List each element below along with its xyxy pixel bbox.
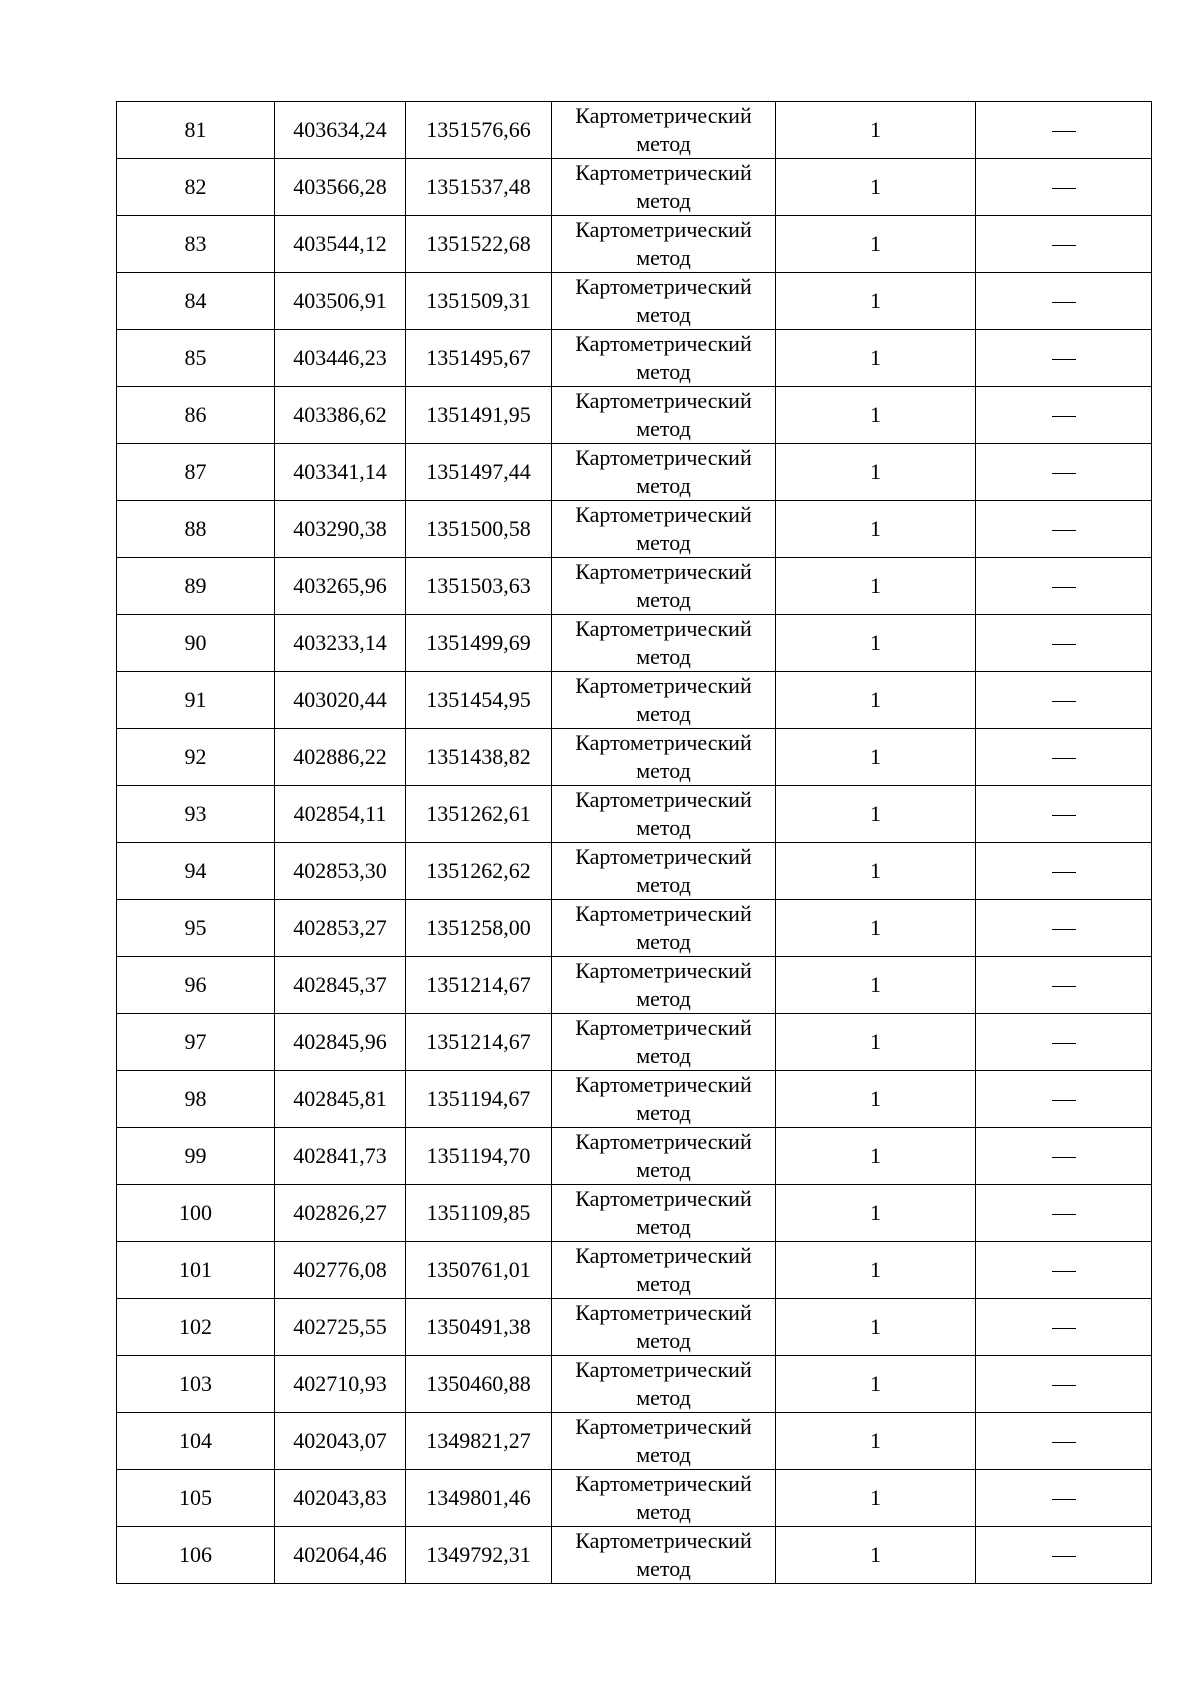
- method-label-line2: метод: [636, 758, 691, 783]
- y-coordinate-cell: 1351194,70: [406, 1128, 552, 1185]
- accuracy-cell: 1: [776, 1071, 976, 1128]
- point-number-cell: 81: [117, 102, 275, 159]
- method-label-line2: метод: [636, 1328, 691, 1353]
- method-label-line2: метод: [636, 1214, 691, 1239]
- method-cell: [552, 1071, 776, 1128]
- accuracy-cell: 1: [776, 273, 976, 330]
- method-cell: [552, 1242, 776, 1299]
- x-coordinate-cell: 403446,23: [275, 330, 406, 387]
- dash-mark: [1052, 359, 1076, 360]
- method-label-line2: метод: [636, 1556, 691, 1581]
- table-row: [117, 501, 1152, 558]
- method-label-line2: метод: [636, 815, 691, 840]
- point-number-cell: 94: [117, 843, 275, 900]
- x-coordinate-cell: 402845,96: [275, 1014, 406, 1071]
- point-number-cell: 82: [117, 159, 275, 216]
- method-label-line1: Картометрический: [575, 559, 752, 584]
- note-cell: [976, 558, 1152, 615]
- point-number-cell: 95: [117, 900, 275, 957]
- point-number-cell: 103: [117, 1356, 275, 1413]
- table-row: [117, 159, 1152, 216]
- table-row: [117, 1470, 1152, 1527]
- method-label-line2: метод: [636, 473, 691, 498]
- y-coordinate-cell: 1351109,85: [406, 1185, 552, 1242]
- accuracy-cell: 1: [776, 1527, 976, 1584]
- method-cell: [552, 672, 776, 729]
- note-cell: [976, 843, 1152, 900]
- method-label-line1: Картометрический: [575, 1300, 752, 1325]
- dash-mark: [1052, 245, 1076, 246]
- method-cell: [552, 387, 776, 444]
- dash-mark: [1052, 473, 1076, 474]
- y-coordinate-cell: 1351495,67: [406, 330, 552, 387]
- note-cell: [976, 729, 1152, 786]
- method-label-line2: метод: [636, 359, 691, 384]
- x-coordinate-cell: 403290,38: [275, 501, 406, 558]
- point-number-cell: 99: [117, 1128, 275, 1185]
- x-coordinate-cell: 402841,73: [275, 1128, 406, 1185]
- method-cell: [552, 159, 776, 216]
- method-label-line1: Картометрический: [575, 901, 752, 926]
- point-number-cell: 90: [117, 615, 275, 672]
- accuracy-cell: 1: [776, 843, 976, 900]
- table-row: [117, 1128, 1152, 1185]
- table-row: [117, 615, 1152, 672]
- table-row: [117, 1356, 1152, 1413]
- note-cell: [976, 1014, 1152, 1071]
- method-cell: [552, 558, 776, 615]
- x-coordinate-cell: 403506,91: [275, 273, 406, 330]
- note-cell: [976, 957, 1152, 1014]
- method-cell: [552, 444, 776, 501]
- method-cell: [552, 957, 776, 1014]
- method-label-line1: Картометрический: [575, 445, 752, 470]
- point-number-cell: 87: [117, 444, 275, 501]
- dash-mark: [1052, 416, 1076, 417]
- x-coordinate-cell: 402043,07: [275, 1413, 406, 1470]
- dash-mark: [1052, 701, 1076, 702]
- y-coordinate-cell: 1351258,00: [406, 900, 552, 957]
- method-label-line2: метод: [636, 1385, 691, 1410]
- method-label-line2: метод: [636, 1442, 691, 1467]
- table-row: [117, 102, 1152, 159]
- method-cell: [552, 102, 776, 159]
- accuracy-cell: 1: [776, 1413, 976, 1470]
- accuracy-cell: 1: [776, 1242, 976, 1299]
- x-coordinate-cell: 403233,14: [275, 615, 406, 672]
- method-cell: [552, 1413, 776, 1470]
- note-cell: [976, 1527, 1152, 1584]
- method-label-line1: Картометрический: [575, 1357, 752, 1382]
- note-cell: [976, 387, 1152, 444]
- note-cell: [976, 1185, 1152, 1242]
- dash-mark: [1052, 929, 1076, 930]
- x-coordinate-cell: 403020,44: [275, 672, 406, 729]
- method-cell: [552, 1356, 776, 1413]
- y-coordinate-cell: 1351491,95: [406, 387, 552, 444]
- y-coordinate-cell: 1351454,95: [406, 672, 552, 729]
- note-cell: [976, 444, 1152, 501]
- accuracy-cell: 1: [776, 387, 976, 444]
- method-label-line1: Картометрический: [575, 787, 752, 812]
- method-cell: [552, 1299, 776, 1356]
- method-cell: [552, 843, 776, 900]
- x-coordinate-cell: 402043,83: [275, 1470, 406, 1527]
- method-label-line1: Картометрический: [575, 160, 752, 185]
- method-label-line2: метод: [636, 587, 691, 612]
- dash-mark: [1052, 1157, 1076, 1158]
- method-label-line1: Картометрический: [575, 217, 752, 242]
- method-label-line1: Картометрический: [575, 673, 752, 698]
- method-label-line1: Картометрический: [575, 1471, 752, 1496]
- point-number-cell: 101: [117, 1242, 275, 1299]
- note-cell: [976, 216, 1152, 273]
- point-number-cell: 83: [117, 216, 275, 273]
- x-coordinate-cell: 402854,11: [275, 786, 406, 843]
- method-label-line1: Картометрический: [575, 1186, 752, 1211]
- x-coordinate-cell: 402845,37: [275, 957, 406, 1014]
- method-cell: [552, 501, 776, 558]
- y-coordinate-cell: 1351499,69: [406, 615, 552, 672]
- table-row: [117, 1071, 1152, 1128]
- accuracy-cell: 1: [776, 1014, 976, 1071]
- x-coordinate-cell: 402710,93: [275, 1356, 406, 1413]
- point-number-cell: 92: [117, 729, 275, 786]
- accuracy-cell: 1: [776, 1299, 976, 1356]
- note-cell: [976, 900, 1152, 957]
- method-label-line1: Картометрический: [575, 616, 752, 641]
- x-coordinate-cell: 403566,28: [275, 159, 406, 216]
- y-coordinate-cell: 1351537,48: [406, 159, 552, 216]
- table-row: [117, 444, 1152, 501]
- point-number-cell: 88: [117, 501, 275, 558]
- method-cell: [552, 1185, 776, 1242]
- note-cell: [976, 501, 1152, 558]
- x-coordinate-cell: 402845,81: [275, 1071, 406, 1128]
- table-row: [117, 273, 1152, 330]
- y-coordinate-cell: 1351576,66: [406, 102, 552, 159]
- dash-mark: [1052, 587, 1076, 588]
- method-cell: [552, 1527, 776, 1584]
- point-number-cell: 85: [117, 330, 275, 387]
- point-number-cell: 96: [117, 957, 275, 1014]
- method-label-line2: метод: [636, 188, 691, 213]
- method-label-line1: Картометрический: [575, 274, 752, 299]
- table-row: [117, 1185, 1152, 1242]
- note-cell: [976, 1242, 1152, 1299]
- dash-mark: [1052, 1043, 1076, 1044]
- note-cell: [976, 1470, 1152, 1527]
- note-cell: [976, 1413, 1152, 1470]
- method-label-line1: Картометрический: [575, 502, 752, 527]
- table-row: [117, 900, 1152, 957]
- method-label-line2: метод: [636, 644, 691, 669]
- coordinates-table: [116, 101, 1152, 1584]
- dash-mark: [1052, 302, 1076, 303]
- accuracy-cell: 1: [776, 615, 976, 672]
- method-label-line2: метод: [636, 701, 691, 726]
- y-coordinate-cell: 1351500,58: [406, 501, 552, 558]
- y-coordinate-cell: 1351509,31: [406, 273, 552, 330]
- method-label-line1: Картометрический: [575, 388, 752, 413]
- point-number-cell: 89: [117, 558, 275, 615]
- point-number-cell: 97: [117, 1014, 275, 1071]
- x-coordinate-cell: 403544,12: [275, 216, 406, 273]
- dash-mark: [1052, 131, 1076, 132]
- note-cell: [976, 159, 1152, 216]
- y-coordinate-cell: 1350460,88: [406, 1356, 552, 1413]
- dash-mark: [1052, 644, 1076, 645]
- method-cell: [552, 729, 776, 786]
- accuracy-cell: 1: [776, 444, 976, 501]
- x-coordinate-cell: 403386,62: [275, 387, 406, 444]
- accuracy-cell: 1: [776, 1470, 976, 1527]
- dash-mark: [1052, 1499, 1076, 1500]
- method-label-line1: Картометрический: [575, 1414, 752, 1439]
- dash-mark: [1052, 530, 1076, 531]
- accuracy-cell: 1: [776, 672, 976, 729]
- method-label-line1: Картометрический: [575, 1015, 752, 1040]
- point-number-cell: 105: [117, 1470, 275, 1527]
- x-coordinate-cell: 402776,08: [275, 1242, 406, 1299]
- method-cell: [552, 615, 776, 672]
- point-number-cell: 91: [117, 672, 275, 729]
- dash-mark: [1052, 815, 1076, 816]
- table-row: [117, 330, 1152, 387]
- accuracy-cell: 1: [776, 900, 976, 957]
- accuracy-cell: 1: [776, 729, 976, 786]
- point-number-cell: 86: [117, 387, 275, 444]
- table-row: [117, 843, 1152, 900]
- method-label-line2: метод: [636, 1100, 691, 1125]
- method-label-line2: метод: [636, 245, 691, 270]
- accuracy-cell: 1: [776, 558, 976, 615]
- note-cell: [976, 615, 1152, 672]
- table-row: [117, 558, 1152, 615]
- dash-mark: [1052, 1214, 1076, 1215]
- accuracy-cell: 1: [776, 102, 976, 159]
- accuracy-cell: 1: [776, 1128, 976, 1185]
- accuracy-cell: 1: [776, 786, 976, 843]
- dash-mark: [1052, 1100, 1076, 1101]
- table-row: [117, 1527, 1152, 1584]
- table-row: [117, 957, 1152, 1014]
- note-cell: [976, 1128, 1152, 1185]
- method-label-line2: метод: [636, 872, 691, 897]
- x-coordinate-cell: 403265,96: [275, 558, 406, 615]
- note-cell: [976, 672, 1152, 729]
- point-number-cell: 106: [117, 1527, 275, 1584]
- y-coordinate-cell: 1351262,61: [406, 786, 552, 843]
- point-number-cell: 100: [117, 1185, 275, 1242]
- method-label-line1: Картометрический: [575, 958, 752, 983]
- dash-mark: [1052, 1385, 1076, 1386]
- point-number-cell: 98: [117, 1071, 275, 1128]
- dash-mark: [1052, 872, 1076, 873]
- accuracy-cell: 1: [776, 1185, 976, 1242]
- method-label-line2: метод: [636, 1271, 691, 1296]
- method-cell: [552, 900, 776, 957]
- note-cell: [976, 786, 1152, 843]
- dash-mark: [1052, 1442, 1076, 1443]
- method-cell: [552, 216, 776, 273]
- note-cell: [976, 330, 1152, 387]
- method-label-line1: Картометрический: [575, 1243, 752, 1268]
- note-cell: [976, 273, 1152, 330]
- table-row: [117, 1014, 1152, 1071]
- note-cell: [976, 1356, 1152, 1413]
- dash-mark: [1052, 758, 1076, 759]
- point-number-cell: 93: [117, 786, 275, 843]
- method-label-line2: метод: [636, 929, 691, 954]
- y-coordinate-cell: 1351438,82: [406, 729, 552, 786]
- point-number-cell: 104: [117, 1413, 275, 1470]
- y-coordinate-cell: 1349801,46: [406, 1470, 552, 1527]
- coordinates-table-body: [117, 102, 1152, 1584]
- x-coordinate-cell: 402853,27: [275, 900, 406, 957]
- method-label-line1: Картометрический: [575, 103, 752, 128]
- accuracy-cell: 1: [776, 330, 976, 387]
- method-label-line2: метод: [636, 302, 691, 327]
- y-coordinate-cell: 1351194,67: [406, 1071, 552, 1128]
- y-coordinate-cell: 1351497,44: [406, 444, 552, 501]
- dash-mark: [1052, 1556, 1076, 1557]
- table-row: [117, 1242, 1152, 1299]
- x-coordinate-cell: 402725,55: [275, 1299, 406, 1356]
- y-coordinate-cell: 1351522,68: [406, 216, 552, 273]
- method-cell: [552, 786, 776, 843]
- method-label-line2: метод: [636, 530, 691, 555]
- y-coordinate-cell: 1351262,62: [406, 843, 552, 900]
- x-coordinate-cell: 402886,22: [275, 729, 406, 786]
- method-cell: [552, 1128, 776, 1185]
- method-label-line2: метод: [636, 986, 691, 1011]
- y-coordinate-cell: 1351214,67: [406, 1014, 552, 1071]
- method-label-line1: Картометрический: [575, 1072, 752, 1097]
- point-number-cell: 102: [117, 1299, 275, 1356]
- method-cell: [552, 1014, 776, 1071]
- y-coordinate-cell: 1349792,31: [406, 1527, 552, 1584]
- method-label-line1: Картометрический: [575, 1528, 752, 1553]
- method-label-line2: метод: [636, 1043, 691, 1068]
- x-coordinate-cell: 403634,24: [275, 102, 406, 159]
- table-row: [117, 1299, 1152, 1356]
- method-label-line1: Картометрический: [575, 1129, 752, 1154]
- table-row: [117, 786, 1152, 843]
- y-coordinate-cell: 1351214,67: [406, 957, 552, 1014]
- method-label-line1: Картометрический: [575, 730, 752, 755]
- dash-mark: [1052, 986, 1076, 987]
- y-coordinate-cell: 1351503,63: [406, 558, 552, 615]
- table-row: [117, 729, 1152, 786]
- x-coordinate-cell: 402853,30: [275, 843, 406, 900]
- y-coordinate-cell: 1350761,01: [406, 1242, 552, 1299]
- table-row: [117, 1413, 1152, 1470]
- method-label-line2: метод: [636, 416, 691, 441]
- method-label-line1: Картометрический: [575, 844, 752, 869]
- method-cell: [552, 1470, 776, 1527]
- x-coordinate-cell: 402826,27: [275, 1185, 406, 1242]
- x-coordinate-cell: 402064,46: [275, 1527, 406, 1584]
- dash-mark: [1052, 1328, 1076, 1329]
- note-cell: [976, 102, 1152, 159]
- note-cell: [976, 1299, 1152, 1356]
- note-cell: [976, 1071, 1152, 1128]
- method-label-line2: метод: [636, 131, 691, 156]
- point-number-cell: 84: [117, 273, 275, 330]
- accuracy-cell: 1: [776, 501, 976, 558]
- method-label-line2: метод: [636, 1157, 691, 1182]
- accuracy-cell: 1: [776, 159, 976, 216]
- accuracy-cell: 1: [776, 1356, 976, 1413]
- method-label-line2: метод: [636, 1499, 691, 1524]
- table-row: [117, 672, 1152, 729]
- method-cell: [552, 273, 776, 330]
- accuracy-cell: 1: [776, 216, 976, 273]
- y-coordinate-cell: 1349821,27: [406, 1413, 552, 1470]
- dash-mark: [1052, 188, 1076, 189]
- table-row: [117, 387, 1152, 444]
- dash-mark: [1052, 1271, 1076, 1272]
- y-coordinate-cell: 1350491,38: [406, 1299, 552, 1356]
- method-cell: [552, 330, 776, 387]
- table-row: [117, 216, 1152, 273]
- method-label-line1: Картометрический: [575, 331, 752, 356]
- accuracy-cell: 1: [776, 957, 976, 1014]
- x-coordinate-cell: 403341,14: [275, 444, 406, 501]
